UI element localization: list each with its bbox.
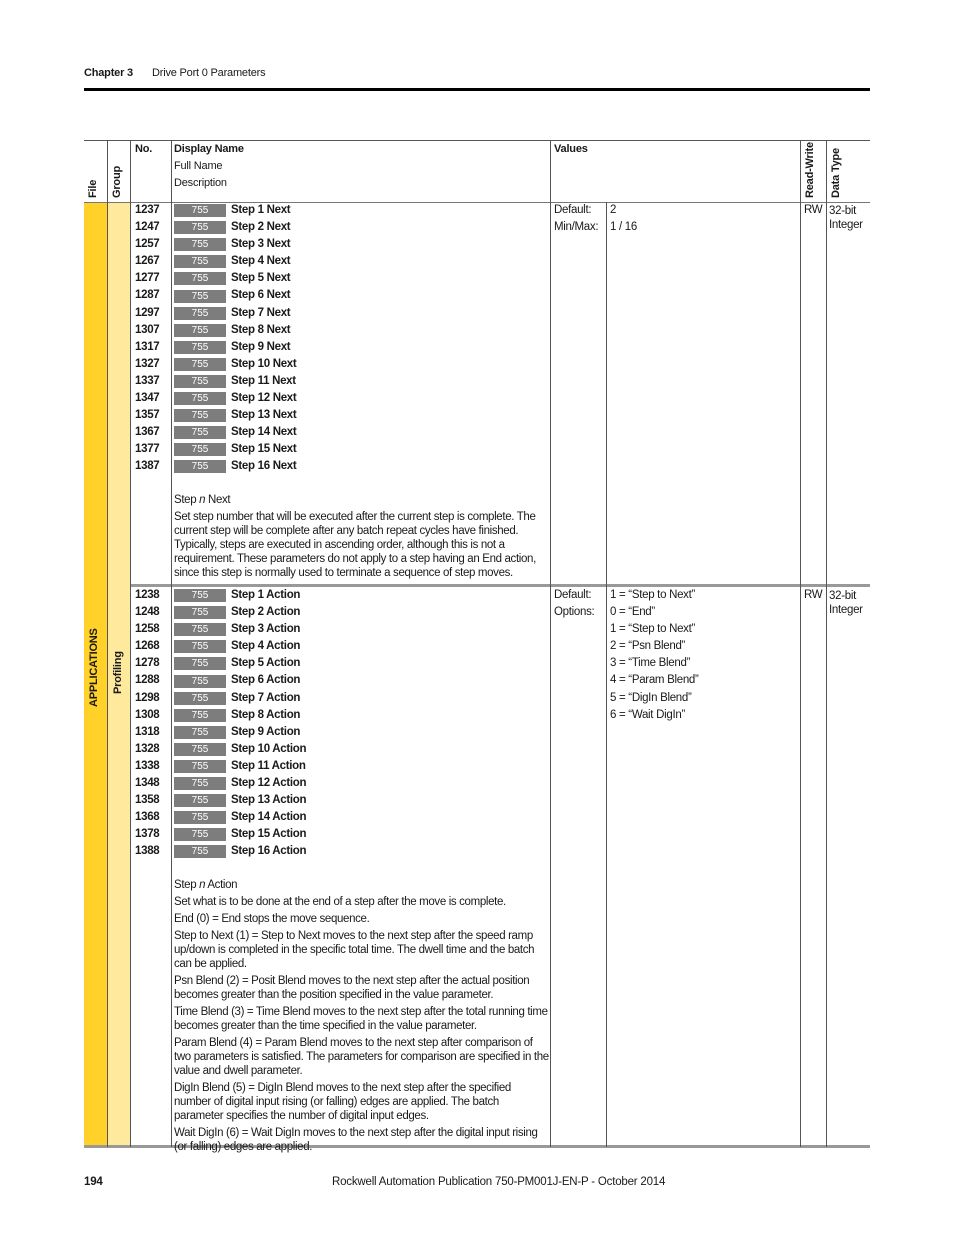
value-entry: 3 = “Time Blend” [610, 657, 691, 670]
col-divider-value-label [606, 202, 607, 1147]
parameter-display-name: Step 13 Next [231, 409, 297, 422]
parameter-number: 1257 [135, 238, 160, 251]
section-1-full-name: Step n Next [174, 494, 231, 506]
parameter-name-row [174, 424, 296, 441]
parameter-name-row [174, 270, 296, 287]
parameter-name-row [174, 655, 306, 672]
header-display-name: Display Name [174, 143, 244, 155]
header-full-name: Full Name [174, 160, 223, 172]
drive-755-badge: 755 [174, 794, 226, 807]
header-file: File [87, 179, 99, 198]
parameter-number: 1327 [135, 357, 160, 370]
parameter-number: 1308 [135, 708, 160, 721]
value-label: Default: [554, 204, 592, 216]
section-1-value-values [610, 202, 637, 236]
parameter-number: 1278 [135, 657, 160, 670]
parameter-number: 1287 [135, 289, 160, 302]
chapter-title: Drive Port 0 Parameters [152, 67, 266, 79]
parameter-name-row [174, 458, 296, 475]
drive-755-badge: 755 [174, 811, 226, 824]
parameter-name-row [174, 724, 306, 741]
parameter-name-row [174, 322, 296, 339]
parameter-name-row [174, 826, 306, 843]
parameter-name-row [174, 236, 296, 253]
section-1-data-type: 32-bit Integer [829, 205, 863, 231]
drive-755-badge: 755 [174, 692, 226, 705]
section-2-description [174, 895, 550, 1154]
value-entry: 5 = “DigIn Blend” [610, 691, 692, 704]
parameter-number: 1337 [135, 374, 160, 387]
parameter-display-name: Step 1 Action [231, 589, 301, 601]
parameter-display-name: Step 12 Next [231, 392, 297, 405]
value-entry: 2 [610, 204, 617, 216]
parameter-display-name: Step 6 Next [231, 289, 291, 302]
section-1-description-block [174, 493, 550, 583]
description-paragraph: End (0) = End stops the move sequence. [174, 913, 370, 925]
drive-755-badge: 755 [174, 777, 226, 790]
parameter-display-name: Step 2 Next [231, 221, 291, 234]
value-entry: 6 = “Wait DigIn” [610, 708, 685, 721]
header-rule [84, 88, 870, 91]
parameter-display-name: Step 9 Action [231, 725, 301, 738]
section-1-description [174, 510, 550, 580]
value-label: Options: [554, 606, 595, 619]
parameter-name-row [174, 356, 296, 373]
value-entry: 1 = “Step to Next” [610, 589, 696, 601]
parameter-display-name: Step 15 Action [231, 828, 307, 841]
section-2-numbers [135, 587, 159, 861]
parameter-number: 1368 [135, 811, 160, 824]
section-2-read-write: RW [804, 589, 823, 601]
parameter-name-row [174, 339, 296, 356]
drive-755-badge: 755 [174, 726, 226, 739]
parameter-display-name: Step 12 Action [231, 777, 307, 790]
parameter-number: 1277 [135, 272, 160, 285]
section-2-value-values [610, 587, 699, 724]
header-no: No. [135, 143, 153, 155]
col-divider-group [130, 140, 131, 1147]
parameter-display-name: Step 7 Next [231, 306, 291, 319]
parameter-name-row [174, 305, 296, 322]
value-entry: 1 / 16 [610, 221, 637, 234]
parameter-number: 1357 [135, 409, 160, 422]
parameter-number: 1377 [135, 443, 160, 456]
parameter-name-row [174, 741, 306, 758]
parameter-display-name: Step 3 Action [231, 623, 301, 636]
chapter-label: Chapter 3 [84, 67, 133, 79]
drive-755-badge: 755 [174, 589, 226, 602]
description-paragraph: Set what is to be done at the end of a step after the move is complete. [174, 896, 506, 908]
parameter-name-row [174, 219, 296, 236]
parameter-display-name: Step 11 Next [231, 374, 296, 387]
parameter-display-name: Step 8 Next [231, 323, 291, 336]
parameter-number: 1328 [135, 742, 160, 755]
drive-755-badge: 755 [174, 375, 226, 388]
drive-755-badge: 755 [174, 238, 226, 251]
section-1-numbers [135, 202, 159, 476]
parameter-name-row [174, 638, 306, 655]
drive-755-badge: 755 [174, 460, 226, 473]
description-paragraph: Set step number that will be executed after the current step is complete. The current step will be complete after any batch repeat cycles have finished. Typically, steps are executed in ascending order, although this is not a requirement. These parameters do not apply to a step having an End action, since this step is normally used to terminate a sequence of step moves. [174, 511, 536, 579]
parameter-name-row [174, 621, 306, 638]
drive-755-badge: 755 [174, 290, 226, 303]
parameter-name-row [174, 690, 306, 707]
drive-755-badge: 755 [174, 426, 226, 439]
parameter-display-name: Step 4 Next [231, 255, 291, 268]
parameter-number: 1347 [135, 392, 160, 405]
parameter-display-name: Step 14 Action [231, 811, 307, 824]
parameter-number: 1318 [135, 725, 160, 738]
parameter-number: 1247 [135, 221, 160, 234]
parameter-name-row [174, 287, 296, 304]
publication-info: Rockwell Automation Publication 750-PM001J-EN-P - October 2014 [332, 1176, 666, 1188]
value-label: Min/Max: [554, 221, 599, 234]
description-paragraph: DigIn Blend (5) = DigIn Blend moves to the next step after the specified number of digital input rising (or falling) edges are applied. The batch parameter specifies the number of digital input edges. [174, 1082, 511, 1122]
drive-755-badge: 755 [174, 709, 226, 722]
parameter-display-name: Step 11 Action [231, 759, 306, 772]
parameter-number: 1338 [135, 759, 160, 772]
col-divider-name [550, 140, 551, 1147]
parameter-number: 1238 [135, 589, 160, 601]
parameter-name-row [174, 604, 306, 621]
drive-755-badge: 755 [174, 341, 226, 354]
parameter-name-row [174, 672, 306, 689]
parameter-name-row [174, 407, 296, 424]
parameter-number: 1307 [135, 323, 160, 336]
value-entry: 1 = “Step to Next” [610, 623, 696, 636]
parameter-number: 1348 [135, 777, 160, 790]
parameter-number: 1288 [135, 674, 160, 687]
drive-755-badge: 755 [174, 606, 226, 619]
section-2-data-type: 32-bit Integer [829, 590, 863, 616]
section-1-names [174, 202, 296, 476]
description-paragraph: Wait DigIn (6) = Wait DigIn moves to the next step after the digital input rising (or falling) edges are applied. [174, 1127, 538, 1153]
value-label: Default: [554, 589, 592, 601]
drive-755-badge: 755 [174, 760, 226, 773]
page-number: 194 [84, 1176, 103, 1188]
drive-755-badge: 755 [174, 255, 226, 268]
drive-755-badge: 755 [174, 204, 226, 217]
parameter-display-name: Step 13 Action [231, 794, 307, 807]
parameter-number: 1298 [135, 691, 160, 704]
parameter-name-row [174, 809, 306, 826]
parameter-number: 1237 [135, 204, 160, 216]
description-paragraph: Time Blend (3) = Time Blend moves to the next step after the total running time becomes greater than the time specified in the value parameter. [174, 1006, 548, 1032]
parameter-number: 1387 [135, 460, 160, 473]
parameter-name-row [174, 253, 296, 270]
section-2-names [174, 587, 306, 861]
parameter-display-name: Step 5 Action [231, 657, 301, 670]
section-1-value-labels [554, 202, 598, 236]
value-entry: 4 = “Param Blend” [610, 674, 699, 687]
parameter-display-name: Step 14 Next [231, 426, 297, 439]
header-read-write: Read-Write [804, 142, 816, 198]
col-divider-values [800, 140, 801, 1147]
parameter-display-name: Step 6 Action [231, 674, 301, 687]
drive-755-badge: 755 [174, 409, 226, 422]
parameter-name-row [174, 775, 306, 792]
description-paragraph: Step to Next (1) = Step to Next moves to the next step after the speed ramp up/down is completed in the specific total time. The dwell time and the batch can be applied. [174, 930, 535, 970]
drive-755-badge: 755 [174, 324, 226, 337]
parameter-display-name: Step 3 Next [231, 238, 291, 251]
value-entry: 2 = “Psn Blend” [610, 640, 686, 653]
parameter-name-row [174, 373, 296, 390]
drive-755-badge: 755 [174, 221, 226, 234]
drive-755-badge: 755 [174, 743, 226, 756]
parameter-display-name: Step 1 Next [231, 204, 291, 216]
parameter-display-name: Step 8 Action [231, 708, 301, 721]
parameter-display-name: Step 7 Action [231, 691, 301, 704]
drive-755-badge: 755 [174, 675, 226, 688]
parameter-display-name: Step 10 Next [231, 357, 297, 370]
group-label: Profiling [112, 651, 124, 694]
parameter-number: 1388 [135, 845, 160, 858]
header-name-block [174, 141, 244, 192]
drive-755-badge: 755 [174, 272, 226, 285]
parameter-number: 1297 [135, 306, 160, 319]
parameter-name-row [174, 758, 306, 775]
file-label: APPLICATIONS [88, 628, 100, 707]
col-divider-file [107, 140, 108, 1147]
parameter-number: 1268 [135, 640, 160, 653]
description-paragraph: Param Blend (4) = Param Blend moves to the next step after comparison of two parameters is satisfied. The parameters for comparison are specified in the value and dwell parameter. [174, 1037, 549, 1077]
parameter-display-name: Step 9 Next [231, 340, 291, 353]
drive-755-badge: 755 [174, 657, 226, 670]
parameter-display-name: Step 15 Next [231, 443, 297, 456]
parameter-number: 1378 [135, 828, 160, 841]
parameter-number: 1317 [135, 340, 160, 353]
col-divider-no [171, 140, 172, 1147]
header-values: Values [554, 143, 588, 155]
parameter-display-name: Step 4 Action [231, 640, 301, 653]
section-2-value-labels [554, 587, 594, 621]
drive-755-badge: 755 [174, 640, 226, 653]
parameter-display-name: Step 10 Action [231, 742, 307, 755]
drive-755-badge: 755 [174, 443, 226, 456]
col-divider-rw [826, 140, 827, 1147]
parameter-display-name: Step 2 Action [231, 606, 301, 619]
drive-755-badge: 755 [174, 392, 226, 405]
parameter-number: 1267 [135, 255, 160, 268]
drive-755-badge: 755 [174, 623, 226, 636]
drive-755-badge: 755 [174, 358, 226, 371]
header-data-type: Data Type [830, 148, 842, 198]
parameter-number: 1258 [135, 623, 160, 636]
parameter-name-row [174, 707, 306, 724]
description-paragraph: Psn Blend (2) = Posit Blend moves to the next step after the actual position becomes greater than the position specified in the value parameter. [174, 975, 530, 1001]
section-2-full-name: Step n Action [174, 879, 238, 891]
drive-755-badge: 755 [174, 828, 226, 841]
parameter-display-name: Step 5 Next [231, 272, 291, 285]
parameter-number: 1248 [135, 606, 160, 619]
parameter-name-row [174, 792, 306, 809]
drive-755-badge: 755 [174, 307, 226, 320]
parameter-name-row [174, 202, 296, 219]
drive-755-badge: 755 [174, 845, 226, 858]
parameter-display-name: Step 16 Next [231, 460, 297, 473]
parameter-display-name: Step 16 Action [231, 845, 307, 858]
parameter-name-row [174, 587, 306, 604]
section-2-description-block [174, 878, 550, 1157]
parameter-name-row [174, 390, 296, 407]
header-description: Description [174, 177, 227, 189]
value-entry: 0 = “End” [610, 606, 655, 619]
header-group: Group [111, 166, 123, 198]
parameter-number: 1367 [135, 426, 160, 439]
parameter-name-row [174, 441, 296, 458]
parameter-name-row [174, 843, 306, 860]
section-1-read-write: RW [804, 204, 823, 216]
parameter-number: 1358 [135, 794, 160, 807]
